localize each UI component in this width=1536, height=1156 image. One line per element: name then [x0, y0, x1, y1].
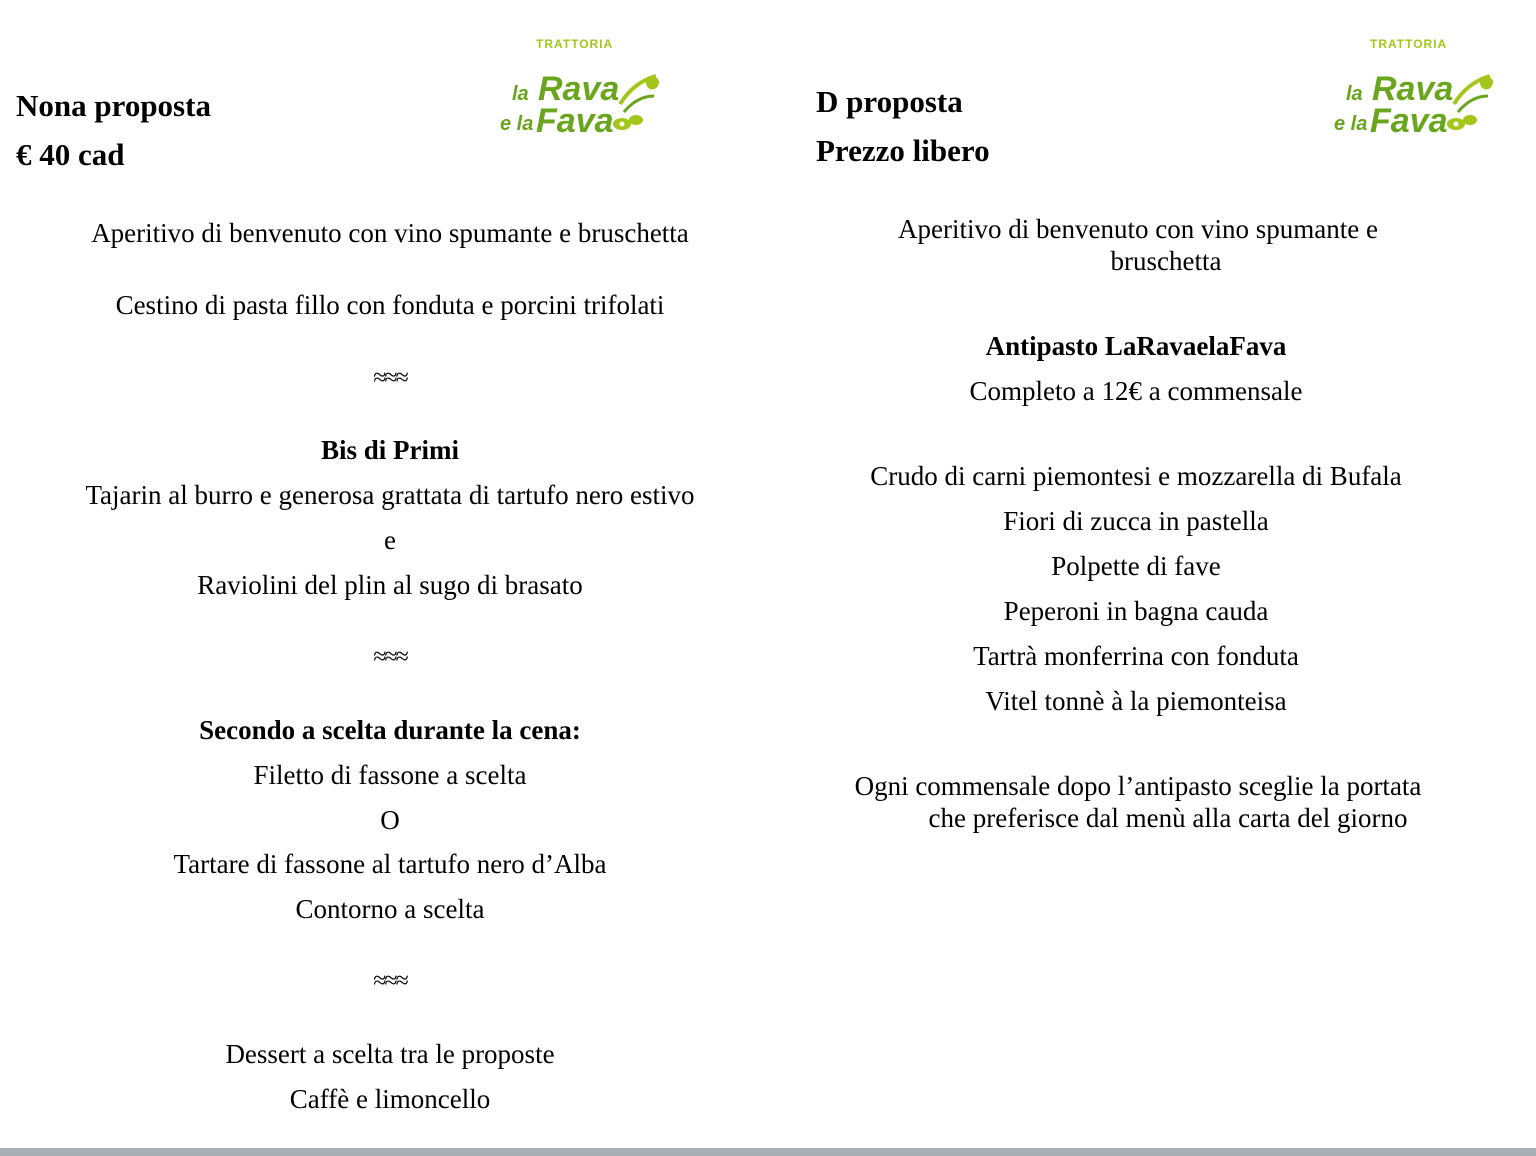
antipasto-price-note: Completo a 12€ a commensale	[969, 376, 1303, 406]
course-aperitivo: Aperitivo di benvenuto con vino spumante e	[898, 214, 1378, 244]
course-dessert: Dessert a scelta tra le proposte	[225, 1039, 555, 1069]
proposal-title: D proposta	[816, 84, 963, 119]
separator: ≈≈≈	[373, 968, 407, 994]
course-raviolini: Raviolini del plin al sugo di brasato	[197, 570, 583, 600]
svg-text:la: la	[1346, 83, 1363, 105]
course-caffe: Caffè e limoncello	[289, 1084, 491, 1114]
svg-text:Fava: Fava	[1370, 102, 1448, 140]
conjunction-o: O	[380, 805, 400, 835]
course-contorno: Contorno a scelta	[295, 894, 485, 924]
course-aperitivo-cont: bruschetta	[1110, 246, 1222, 276]
antipasto-polpette: Polpette di fave	[1051, 551, 1221, 581]
svg-text:Fava: Fava	[536, 102, 614, 140]
restaurant-logo	[1330, 34, 1510, 139]
antipasto-crudo: Crudo di carni piemontesi e mozzarella di Bufala	[870, 461, 1402, 491]
conjunction-e: e	[384, 525, 396, 555]
section-heading-primi: Bis di Primi	[320, 435, 459, 465]
svg-text:TRATTORIA: TRATTORIA	[1370, 37, 1448, 51]
svg-text:e la: e la	[500, 113, 534, 135]
separator: ≈≈≈	[373, 644, 407, 670]
svg-text:TRATTORIA: TRATTORIA	[536, 37, 614, 51]
proposal-price: € 40 cad	[16, 137, 125, 172]
course-cestino: Cestino di pasta fillo con fonduta e porcini trifolati	[115, 290, 665, 320]
proposal-price: Prezzo libero	[816, 133, 990, 168]
svg-text:Rava: Rava	[1372, 70, 1454, 108]
antipasto-vitel: Vitel tonnè à la piemonteisa	[985, 686, 1287, 716]
section-heading-antipasto: Antipasto LaRavaelaFava	[985, 331, 1287, 361]
closing-note: Ogni commensale dopo l’antipasto sceglie la portata	[854, 771, 1422, 801]
antipasto-tartra: Tartrà monferrina con fonduta	[973, 641, 1299, 671]
separator: ≈≈≈	[373, 365, 407, 391]
course-tartare: Tartare di fassone al tartufo nero d’Alba	[173, 849, 607, 879]
menu-panel-right	[780, 0, 1536, 1148]
closing-note-cont: che preferisce dal menù alla carta del giorno	[928, 803, 1408, 833]
antipasto-fiori: Fiori di zucca in pastella	[1003, 506, 1269, 536]
course-tajarin: Tajarin al burro e generosa grattata di tartufo nero estivo	[85, 480, 695, 510]
svg-text:la: la	[512, 83, 529, 105]
bottom-bar	[0, 1148, 1536, 1156]
course-aperitivo: Aperitivo di benvenuto con vino spumante e bruschetta	[91, 218, 689, 248]
svg-text:e la: e la	[1334, 113, 1368, 135]
restaurant-logo	[496, 34, 676, 139]
course-filetto: Filetto di fassone a scelta	[253, 760, 527, 790]
antipasto-peperoni: Peperoni in bagna cauda	[1003, 596, 1269, 626]
svg-text:Rava: Rava	[538, 70, 620, 108]
proposal-title: Nona proposta	[16, 88, 211, 123]
section-heading-secondo: Secondo a scelta durante la cena:	[199, 715, 581, 745]
